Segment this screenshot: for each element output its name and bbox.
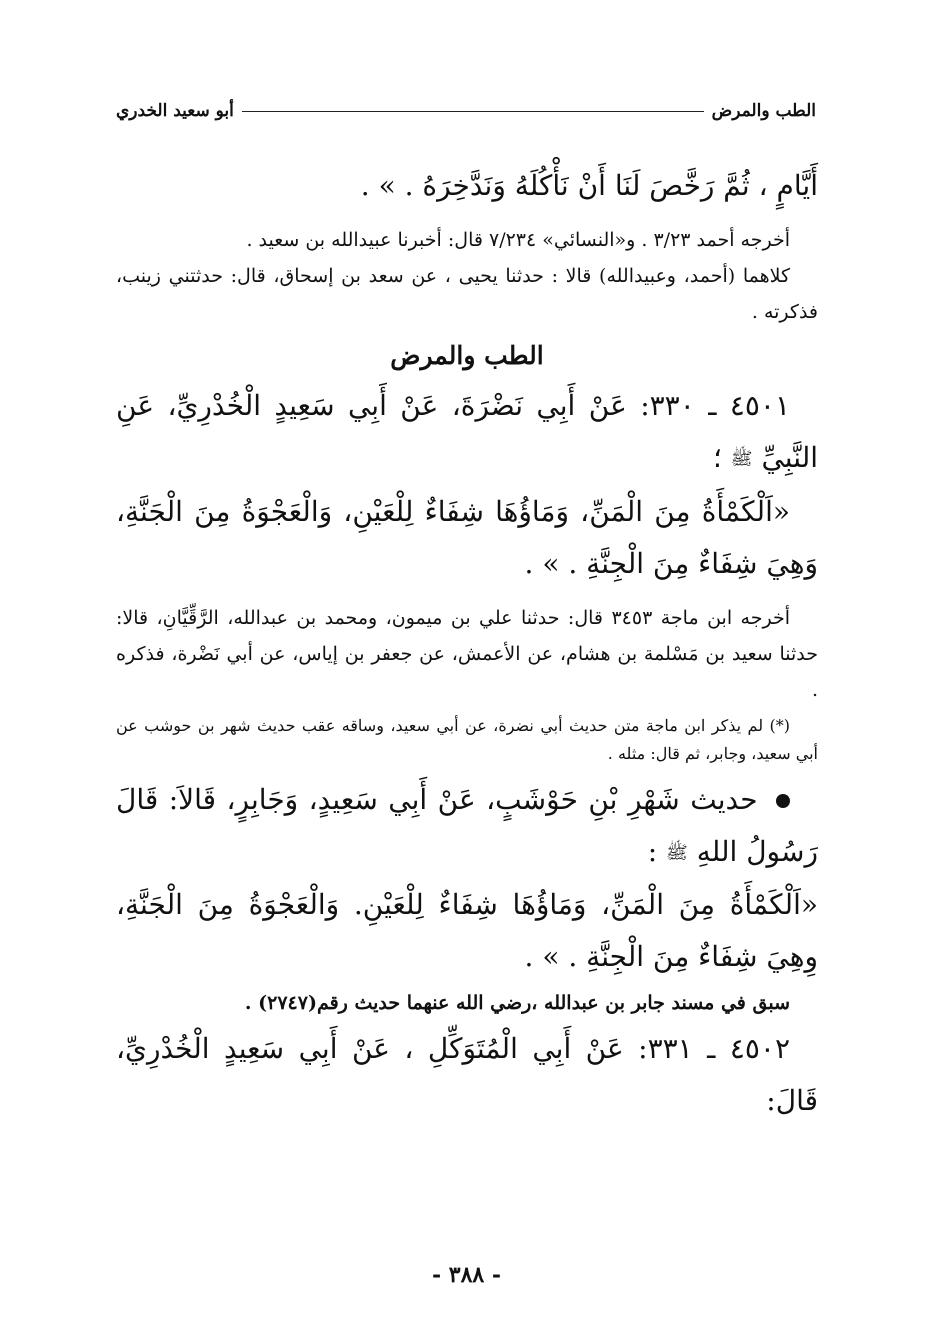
section-title: الطب والمرض	[390, 341, 544, 370]
hadith-continuation: أَيَّامٍ ، ثُمَّ رَخَّصَ لَنَا أَنْ نَأْكُلَهُ وَنَدَّخِرَهُ . » .	[360, 169, 818, 202]
hadith-shahr-heading	[116, 774, 818, 880]
page-number: - ٣٨٨ -	[431, 1262, 502, 1288]
hadith-shahr-matn: «اَلْكَمْأَةُ مِنَ الْمَنِّ، وَمَاؤُهَا شِفَاءٌ لِلْعَيْنِ. وَالْعَجْوَةُ مِنَ الْجَنَّةِ، وِهِيَ شِفَاءٌ مِنَ الْجِنَّةِ . » .	[116, 888, 818, 973]
hadith-4501-heading	[116, 380, 818, 486]
header-narrator: أبو سعيد الخدري	[116, 101, 234, 121]
takhrij-ibn-majah: أخرجه ابن ماجة ٣٤٥٣ قال: حدثنا علي بن ميمون، ومحمد بن عبدالله، الرَّقِّيَّانِ، قالا: حدثنا سعيد بن مَسْلمة بن هشام، عن الأعمش، عن جعفر بن إياس، عن أبي نَضْرة، فذكره .	[116, 606, 818, 701]
hadith-shahr-punct: :	[647, 834, 658, 868]
cross-reference: سبق في مسند جابر بن عبدالله ،رضي الله عنهما حديث رقم(٢٧٤٧) .	[244, 992, 790, 1014]
takhrij-ahmad: أخرجه أحمد ٣/٢٣ . و«النسائي» ٧/٢٣٤ قال: أخبرنا عبيدالله بن سعيد .	[246, 229, 790, 251]
footnote: (*) لم يذكر ابن ماجة متن حديث أبي نضرة، عن أبي سعيد، وساقه عقب حديث شهر بن حوشب عن أبي سعيد، وجابر، ثم قال: مثله .	[116, 715, 818, 763]
takhrij-chain: كلاهما (أحمد، وعبيدالله) قالا : حدثنا يحيى ، عن سعد بن إسحاق، قال: حدثتني زينب، فذكرته .	[116, 265, 818, 323]
bullet-icon	[776, 794, 790, 808]
hadith-4501-isnad: ٤٥٠١ ـ ٣٣٠: عَنْ أَبِي نَضْرَةَ، عَنْ أَبِي سَعِيدٍ الْخُدْرِيِّ، عَنِ النَّبِيِّ	[116, 389, 818, 474]
hadith-4502-heading: ٤٥٠٢ ـ ٣٣١: عَنْ أَبِي الْمُتَوَكِّلِ ، عَنْ أَبِي سَعِيدٍ الْخُدْرِيِّ، قَالَ:	[116, 1032, 818, 1117]
salla-symbol: ﷺ	[730, 448, 753, 470]
page-body	[116, 160, 818, 1127]
running-header	[116, 96, 816, 126]
header-chapter: الطب والمرض	[711, 101, 816, 121]
header-rule	[242, 111, 704, 112]
salla-symbol: ﷺ	[666, 842, 688, 863]
hadith-shahr-isnad: حديث شَهْرِ بْنِ حَوْشَبٍ، عَنْ أَبِي سَعِيدٍ، وَجَابِرٍ، قَالاَ: قَالَ رَسُولُ اللهِ	[116, 782, 818, 868]
hadith-4501-matn: «اَلْكَمْأَةُ مِنَ الْمَنِّ، وَمَاؤُهَا شِفَاءٌ لِلْعَيْنِ، وَالْعَجْوَةُ مِنَ الْجَنَّةِ، وَهِيَ شِفَاءٌ مِنَ الْجِنَّةِ . » .	[116, 494, 818, 580]
hadith-4501-punct: ؛	[712, 441, 722, 474]
